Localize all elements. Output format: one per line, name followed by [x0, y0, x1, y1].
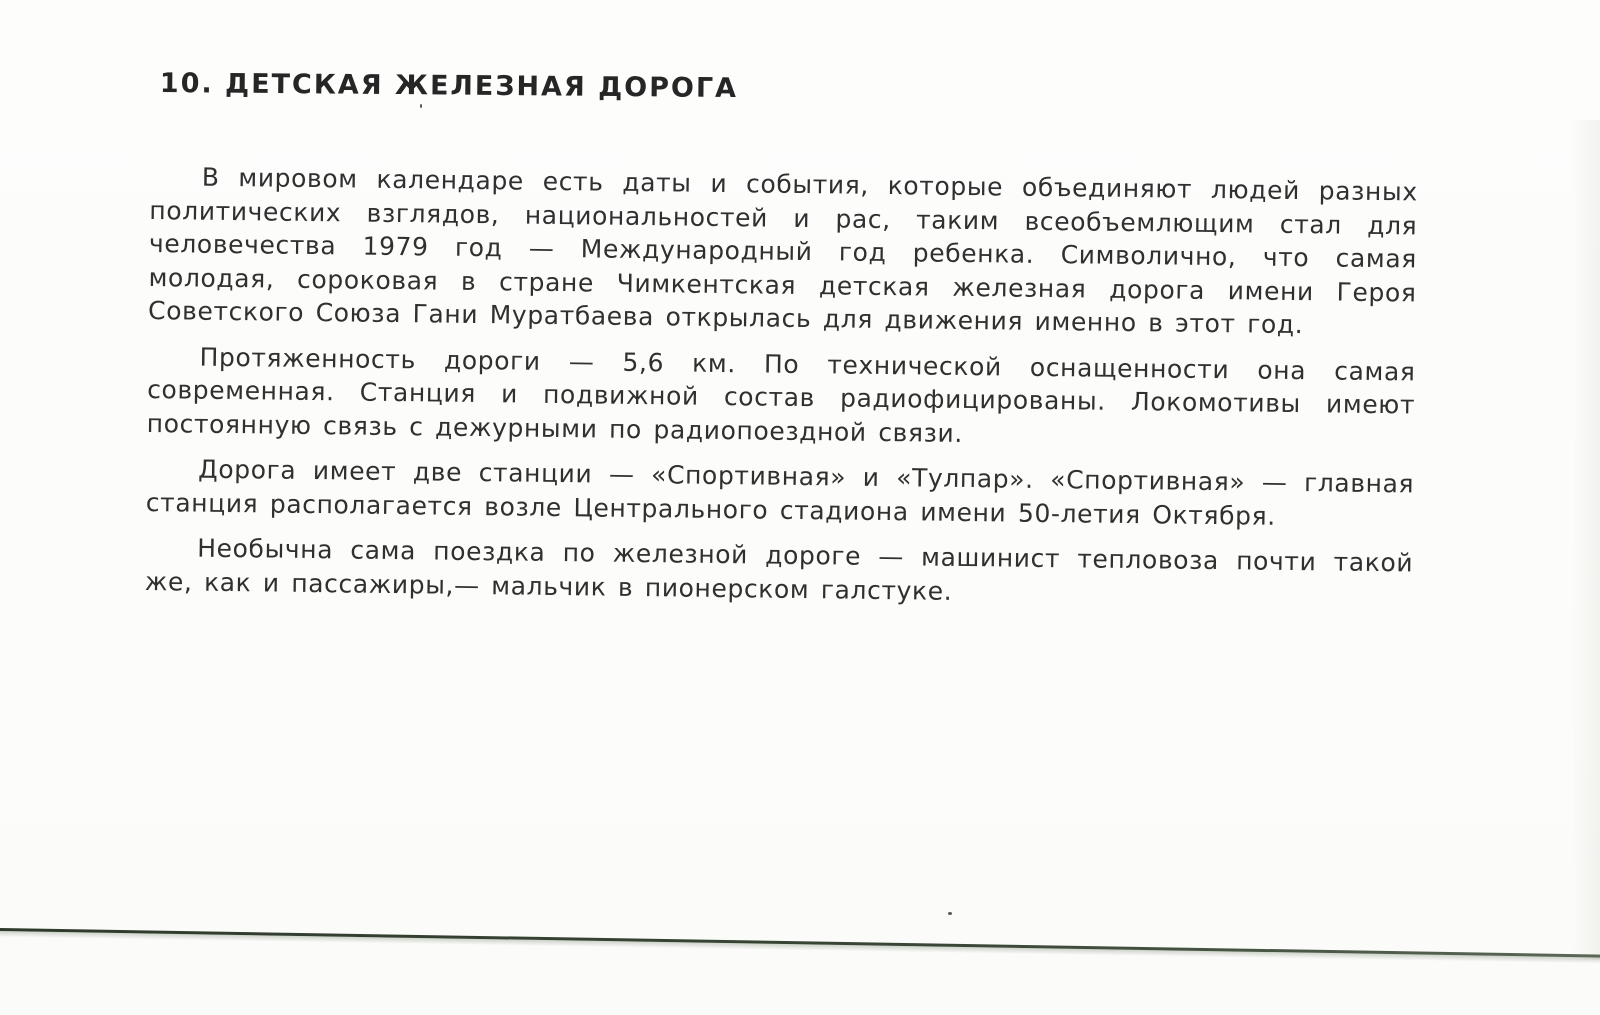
- paper-edge-shading: [1572, 120, 1600, 960]
- bottom-edge-shadow: [0, 931, 1600, 964]
- paper-speck: [420, 104, 422, 108]
- paper-speck: [948, 912, 952, 915]
- description-text: [145, 160, 1418, 625]
- card-heading: 10. ДЕТСКАЯ ЖЕЛЕЗНАЯ ДОРОГА: [159, 68, 739, 105]
- paragraph-4: Необычна сама поездка по железной дороге — машинист тепловоза почти такой же, как и пассажиры,— мальчик в пионерском галстуке.: [144, 533, 1414, 606]
- bottom-edge-line: [0, 928, 1600, 958]
- paragraph-3: Дорога имеет две станции — «Спортивная» и «Тулпар». «Спортивная» — главная станция располагается возле Центрального стадиона имени 50-летия Октября.: [145, 454, 1415, 531]
- paragraph-1: В мировом календаре есть даты и события, которые объединяют людей разных политических взглядов, национальностей и рас, таким всеобъемлющим стал для человечества 1979 год — Международный год ребенка. Символично, что самая молодая, сороковая в стране Чимкентская детская железная дорога имени Героя Советского Союза Гани Муратбаева открылась для движения именно в этот год.: [147, 162, 1418, 340]
- paragraph-2: Протяженность дороги — 5,6 км. По технической оснащенности она самая современная. Станция и подвижной состав радиофицированы. Локомотивы имеют постоянную связь с дежурными по радиопоездной связи.: [146, 342, 1416, 448]
